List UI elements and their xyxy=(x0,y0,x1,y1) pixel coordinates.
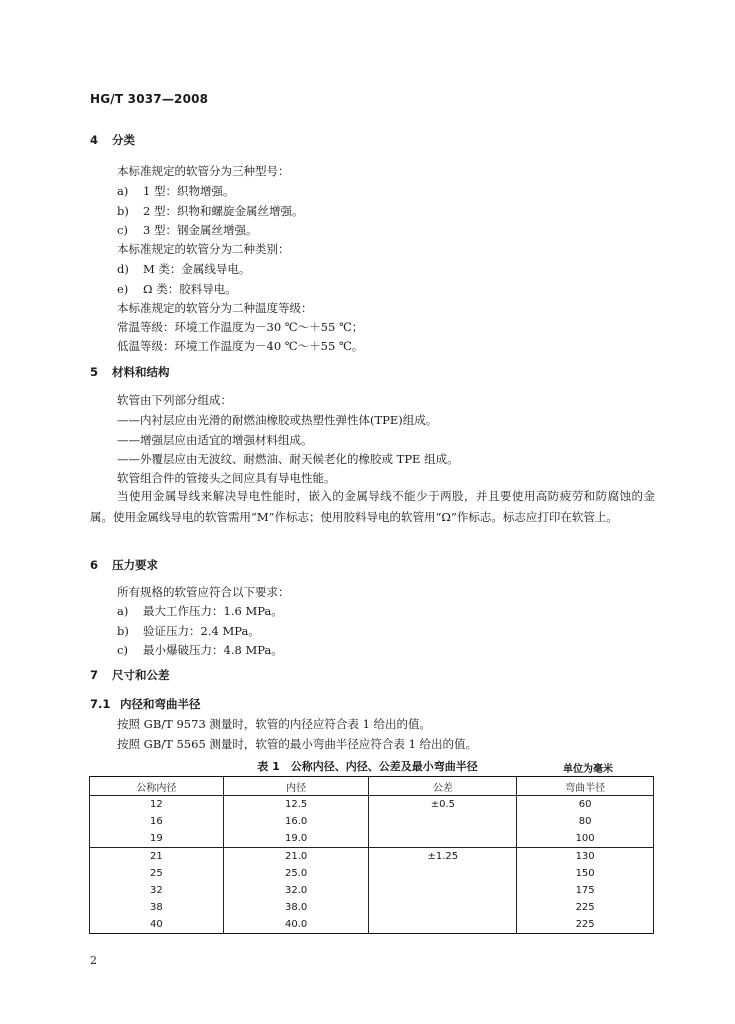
section-number: 7 xyxy=(90,668,99,682)
table-cell xyxy=(369,916,517,934)
line-text: 低温等级：环境工作温度为－40 ℃～＋55 ℃。 xyxy=(117,339,364,353)
section-7-1-heading xyxy=(90,696,201,712)
table-cell: ±1.25 xyxy=(369,848,517,866)
section-title: 尺寸和公差 xyxy=(112,668,170,682)
s4-list-item xyxy=(117,222,257,238)
table-cell: 16 xyxy=(90,813,224,830)
table-cell xyxy=(369,830,517,848)
table-row xyxy=(90,916,654,934)
section-number: 7.1 xyxy=(90,697,111,711)
table-header-row xyxy=(90,777,654,796)
section-4-heading xyxy=(90,132,135,148)
table-unit-note: 单位为毫米 xyxy=(563,764,613,775)
column-header: 内径 xyxy=(223,777,369,796)
s4-line xyxy=(117,338,363,354)
item-label: a) xyxy=(117,184,129,198)
line-text: 本标准规定的软管分为三种型号： xyxy=(117,164,290,178)
line-text: 常温等级：环境工作温度为－30 ℃～＋55 ℃； xyxy=(117,320,364,334)
page-number: 2 xyxy=(90,954,97,967)
s5-line xyxy=(117,412,437,428)
table-cell: 38 xyxy=(90,899,224,916)
item-text: 最大工作压力：1.6 MPa。 xyxy=(143,604,283,618)
line-text: 按照 GB/T 5565 测量时，软管的最小弯曲半径应符合表 1 给出的值。 xyxy=(117,737,478,751)
line-text: 软管由下列部分组成： xyxy=(117,393,232,407)
line-text: ——外覆层应由无波纹、耐燃油、耐天候老化的橡胶或 TPE 组成。 xyxy=(117,452,459,466)
s4-line xyxy=(117,319,363,335)
table-cell: 225 xyxy=(517,916,654,934)
s4-list-item xyxy=(117,183,234,199)
s5-line xyxy=(117,432,313,448)
item-label: c) xyxy=(117,223,128,237)
table-cell xyxy=(369,882,517,899)
line-text: ——内衬层应由光滑的耐燃油橡胶或热塑性弹性体(TPE)组成。 xyxy=(117,413,438,427)
s6-list-item xyxy=(117,642,283,658)
dimensions-table xyxy=(89,776,654,934)
s4-list-item xyxy=(117,261,250,277)
s4-list-item xyxy=(117,203,303,219)
column-header: 公称内径 xyxy=(90,777,224,796)
section-number: 6 xyxy=(90,558,99,572)
table-cell: 150 xyxy=(517,865,654,882)
table-cell: 80 xyxy=(517,813,654,830)
s6-list-item xyxy=(117,603,283,619)
table-cell xyxy=(369,899,517,916)
table-cell: 21 xyxy=(90,848,224,866)
item-text: 最小爆破压力：4.8 MPa。 xyxy=(143,643,283,657)
table-cell: 19.0 xyxy=(223,830,369,848)
s4-line xyxy=(117,163,290,179)
line-text: ——增强层应由适宜的增强材料组成。 xyxy=(117,433,313,447)
table-cell: 38.0 xyxy=(223,899,369,916)
table-row xyxy=(90,899,654,916)
s4-line xyxy=(117,241,290,257)
standard-code-header: HG/T 3037—2008 xyxy=(90,92,209,106)
s5-line xyxy=(117,470,336,486)
table-cell: 25 xyxy=(90,865,224,882)
table-cell: 25.0 xyxy=(223,865,369,882)
line-text: 本标准规定的软管分为二种类别： xyxy=(117,242,290,256)
table-row xyxy=(90,882,654,899)
table-cell: 32 xyxy=(90,882,224,899)
column-header: 弯曲半径 xyxy=(517,777,654,796)
section-number: 4 xyxy=(90,133,99,147)
item-text: M 类：金属线导电。 xyxy=(143,262,251,276)
item-text: 3 型：钢金属丝增强。 xyxy=(143,223,258,237)
s6-list-item xyxy=(117,623,260,639)
table-cell: ±0.5 xyxy=(369,796,517,814)
table-row xyxy=(90,865,654,882)
item-label: e) xyxy=(117,282,129,296)
table-caption: 表 1 公称内径、内径、公差及最小弯曲半径 xyxy=(257,760,478,773)
table-cell: 175 xyxy=(517,882,654,899)
section-7-heading xyxy=(90,667,170,683)
item-text: 验证压力：2.4 MPa。 xyxy=(143,624,260,638)
table-cell xyxy=(369,865,517,882)
section-title: 内径和弯曲半径 xyxy=(120,697,201,711)
table-cell: 225 xyxy=(517,899,654,916)
column-header: 公差 xyxy=(369,777,517,796)
s6-line xyxy=(117,584,290,600)
line-text: 本标准规定的软管分为二种温度等级： xyxy=(117,301,313,315)
s71-line xyxy=(117,716,431,732)
section-title: 材料和结构 xyxy=(112,365,170,379)
s5-line xyxy=(117,451,459,467)
item-label: b) xyxy=(117,624,129,638)
table-cell: 32.0 xyxy=(223,882,369,899)
table-row xyxy=(90,848,654,866)
line-text: 所有规格的软管应符合以下要求： xyxy=(117,585,290,599)
s71-line xyxy=(117,736,477,752)
item-text: Ω 类：胶料导电。 xyxy=(143,282,237,296)
item-label: c) xyxy=(117,643,128,657)
table-cell: 16.0 xyxy=(223,813,369,830)
table-cell: 130 xyxy=(517,848,654,866)
table-cell xyxy=(369,813,517,830)
table-row xyxy=(90,813,654,830)
s5-line xyxy=(117,392,232,408)
table-cell: 21.0 xyxy=(223,848,369,866)
section-number: 5 xyxy=(90,365,99,379)
table-row xyxy=(90,830,654,848)
item-text: 2 型：织物和螺旋金属丝增强。 xyxy=(143,204,304,218)
item-label: d) xyxy=(117,262,129,276)
section-5-heading xyxy=(90,364,170,380)
line-text: 软管组合件的管接头之间应具有导电性能。 xyxy=(117,471,336,485)
table-cell: 12.5 xyxy=(223,796,369,814)
section-6-heading xyxy=(90,557,158,573)
section-title: 压力要求 xyxy=(112,558,158,572)
table-cell: 12 xyxy=(90,796,224,814)
s5-paragraph: 当使用金属导线来解决导电性能时，嵌入的金属导线不能少于两股，并且要使用高防疲劳和防腐蚀的金属。使用金属线导电的软管需用“M”作标志；使用胶料导电的软管用“Ω”作标志。标志应打印在软管上。 xyxy=(90,489,655,524)
s4-line xyxy=(117,300,313,316)
item-label: b) xyxy=(117,204,129,218)
line-text: 按照 GB/T 9573 测量时，软管的内径应符合表 1 给出的值。 xyxy=(117,717,432,731)
table-cell: 100 xyxy=(517,830,654,848)
table-row xyxy=(90,796,654,814)
item-text: 1 型：织物增强。 xyxy=(143,184,235,198)
table-cell: 60 xyxy=(517,796,654,814)
table-cell: 40 xyxy=(90,916,224,934)
item-label: a) xyxy=(117,604,129,618)
s4-list-item xyxy=(117,281,237,297)
table-cell: 40.0 xyxy=(223,916,369,934)
section-title: 分类 xyxy=(112,133,135,147)
table-cell: 19 xyxy=(90,830,224,848)
